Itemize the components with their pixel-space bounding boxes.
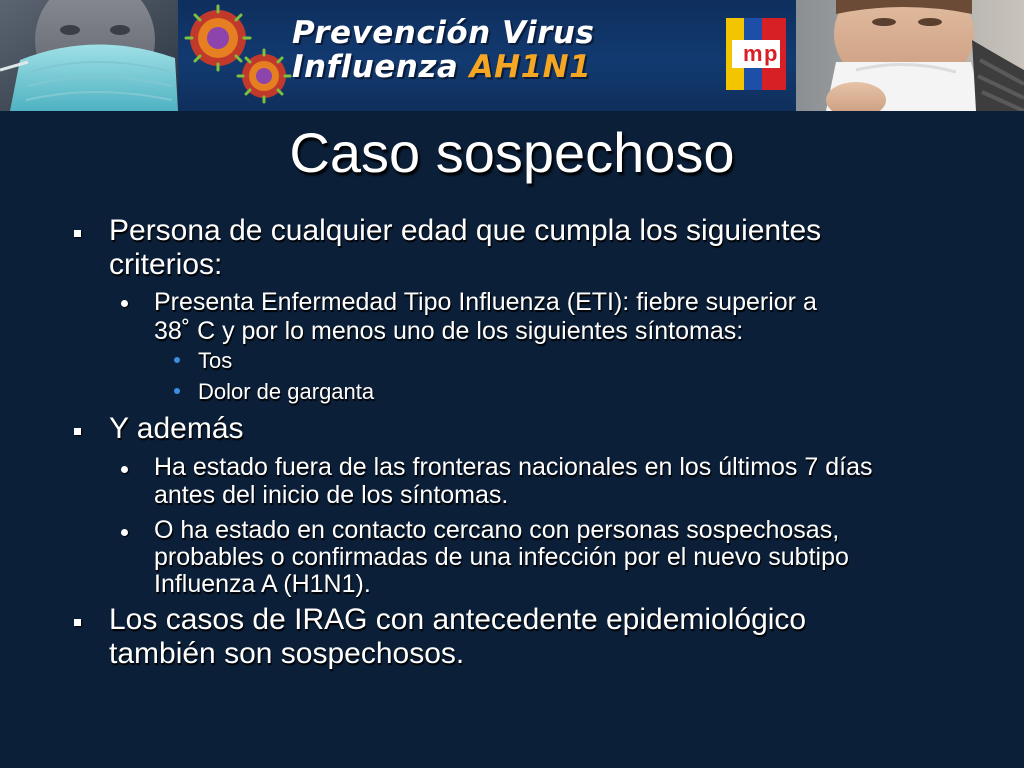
bullet-dolor-garganta: Dolor de garganta: [198, 379, 375, 404]
round-bullet-icon: [121, 300, 128, 307]
bullet-irag-line1: Los casos de IRAG con antecedente epidemiológico: [109, 603, 807, 636]
blue-bullet-icon: [174, 388, 180, 394]
logo-letter-p: p: [764, 41, 778, 66]
slide-title: Caso sospechoso: [289, 121, 735, 184]
bullet-fronteras-line2: antes del inicio de los síntomas.: [154, 481, 509, 509]
bullet-y-ademas: Y además: [109, 412, 244, 445]
bullet-eti-line1: Presenta Enfermedad Tipo Influenza (ETI): fiebre superior a: [154, 288, 817, 316]
square-bullet-icon: [74, 230, 81, 237]
square-bullet-icon: [74, 428, 81, 435]
banner-title-line1: Prevención Virus: [292, 15, 595, 51]
bullet-eti-line2: 38˚ C y por lo menos uno de los siguientes síntomas:: [154, 317, 744, 345]
bullet-tos: Tos: [198, 348, 233, 373]
bullet-irag-line2: también son sospechosos.: [109, 637, 465, 670]
bullet-fronteras-line1: Ha estado fuera de las fronteras nacionales en los últimos 7 días: [154, 453, 873, 481]
square-bullet-icon: [74, 619, 81, 626]
bullet-persona-line1: Persona de cualquier edad que cumpla los siguientes: [109, 214, 822, 247]
banner-title-highlight: AH1N1: [469, 49, 592, 85]
round-bullet-icon: [121, 466, 128, 473]
banner-title-line2-text: Influenza: [292, 49, 470, 85]
logo-letter-m: m: [743, 41, 763, 66]
bullet-contacto-line3: Influenza A (H1N1).: [154, 570, 371, 598]
blue-bullet-icon: [174, 357, 180, 363]
bullet-persona-line2: criterios:: [109, 248, 223, 281]
bullet-contacto-line1: O ha estado en contacto cercano con personas sospechosas,: [154, 516, 840, 544]
round-bullet-icon: [121, 529, 128, 536]
bullet-contacto-line2: probables o confirmadas de una infección por el nuevo subtipo: [154, 543, 849, 571]
